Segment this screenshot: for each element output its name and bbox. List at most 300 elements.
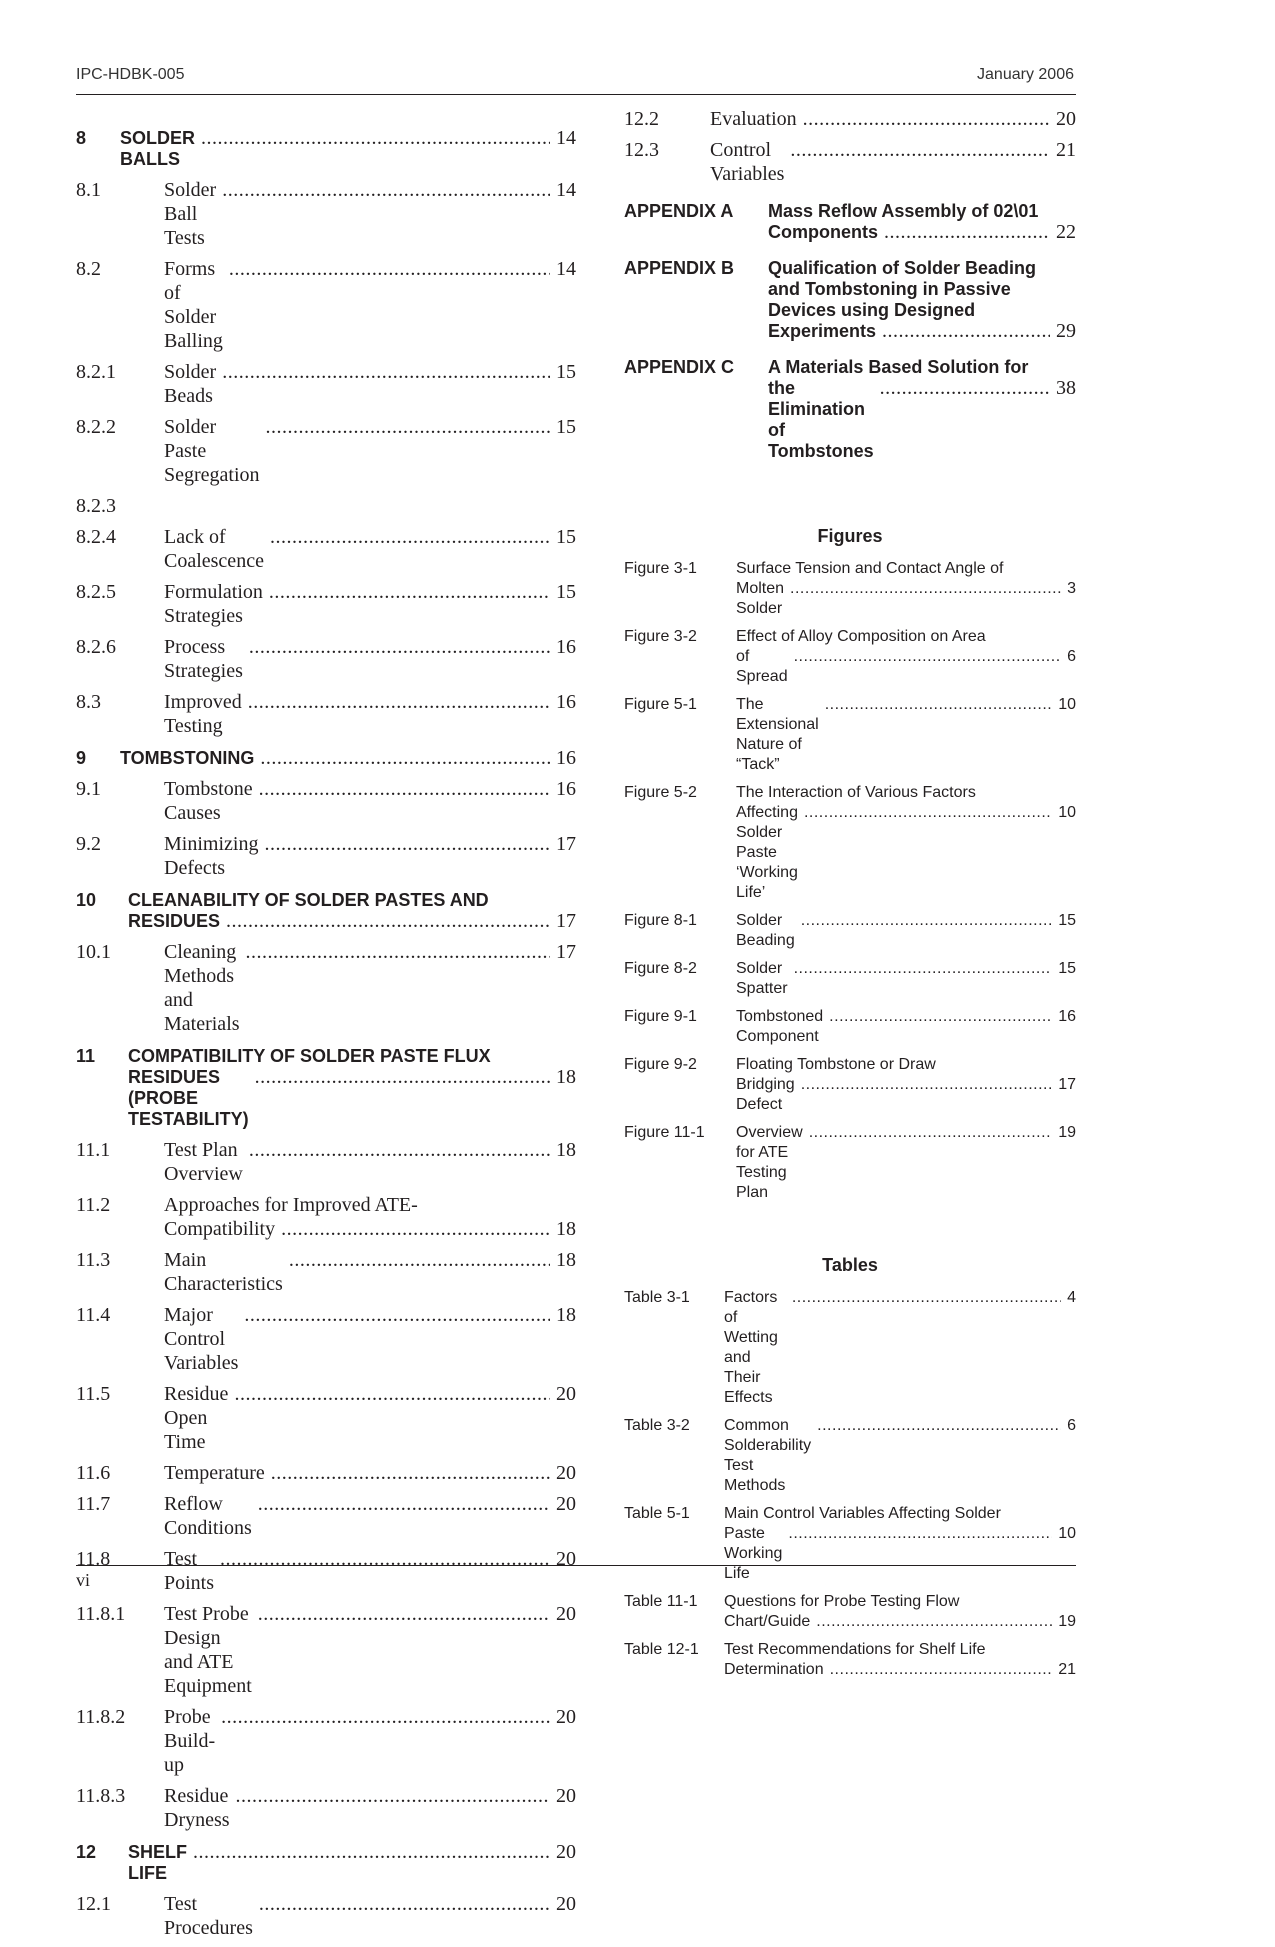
toc-subsection-title-text: Residue Dryness: [164, 1785, 230, 1831]
toc-subsection-title-text: Residue Open Time: [164, 1383, 229, 1453]
toc-subsection-number: 11.6: [76, 1462, 111, 1484]
toc-subsection-title-line: [164, 415, 576, 487]
toc-subsection-title-line: [710, 107, 1076, 131]
dot-leader: [249, 1138, 550, 1162]
figure-list-page-number: 19: [1058, 1124, 1076, 1141]
toc-subsection-title-block: [164, 178, 576, 250]
toc-subsection-page-number: 15: [556, 361, 576, 383]
toc-right-column: [624, 107, 1076, 1688]
toc-section-title-line: [120, 748, 576, 769]
toc-subsection-page-number: 20: [556, 1785, 576, 1807]
table-list-title-line: [724, 1416, 1076, 1496]
table-list: [624, 1288, 1076, 1680]
toc-subsection-title-line: [164, 1248, 576, 1296]
toc-appendix-title-block: [768, 357, 1076, 462]
toc-subsection-entry[interactable]: [76, 178, 576, 250]
toc-appendix-page-number: 38: [1056, 377, 1076, 399]
toc-appendix-title-line: [768, 357, 1076, 378]
figure-list-title-block: [736, 1123, 1076, 1203]
toc-section-title-line: [128, 890, 576, 911]
toc-subsection-title-text: Formulation Strategies: [164, 581, 263, 627]
toc-subsection-number: 8.2.2: [76, 416, 116, 438]
toc-subsection-title-text: Main Characteristics: [164, 1249, 283, 1295]
toc-subsection-page-number: 20: [556, 1548, 576, 1570]
toc-subsection-page-number: 20: [1056, 108, 1076, 130]
table-list-title-text: Factors of Wetting and Their Effects: [724, 1289, 778, 1406]
figure-list-number: Figure 3-1: [624, 560, 697, 577]
toc-subsection-entry[interactable]: [76, 777, 576, 825]
toc-subsection-entry[interactable]: [76, 360, 576, 408]
toc-appendix-title-text: Experiments: [768, 321, 877, 341]
figure-list-title-text: Floating Tombstone or Draw: [736, 1056, 936, 1073]
dot-leader: [255, 1067, 550, 1088]
toc-subsection-title-text: Probe Build-up: [164, 1706, 216, 1776]
toc-section-title-block: [128, 1842, 576, 1884]
dot-leader: [236, 1784, 550, 1808]
dot-leader: [804, 803, 1052, 823]
toc-subsection-entry[interactable]: [76, 690, 576, 738]
toc-section-number: 11: [76, 1046, 96, 1066]
dot-leader: [221, 1705, 550, 1729]
figure-list-page-number: 3: [1067, 580, 1076, 597]
figure-list-title-text: Overview for ATE Testing Plan: [736, 1124, 803, 1201]
dot-leader: [792, 1288, 1061, 1308]
toc-subsection-title-block: [710, 107, 1076, 131]
toc-subsection-number: 12.3: [624, 139, 659, 161]
toc-subsection-entry[interactable]: [76, 1784, 576, 1832]
toc-subsection-title-text: Tombstone Causes: [164, 778, 253, 824]
toc-subsection-title-line: [164, 1461, 576, 1485]
page-number: vi: [76, 1570, 91, 1590]
toc-subsection-title-block: [164, 1492, 576, 1540]
toc-section-title-text: TOMBSTONING: [120, 748, 255, 768]
toc-subsection-title-block: [164, 1784, 576, 1832]
table-list-title-text: Chart/Guide: [724, 1613, 811, 1630]
toc-section-title-text: RESIDUES (PROBE TESTABILITY): [128, 1067, 249, 1129]
dot-leader: [817, 1416, 1061, 1436]
table-list-title-block: [724, 1640, 1076, 1680]
figure-list-title-text: The Interaction of Various Factors: [736, 784, 976, 801]
toc-subsection-page-number: 20: [556, 1603, 576, 1625]
toc-appendix-entry[interactable]: [624, 357, 1076, 462]
toc-subsection-entry[interactable]: [76, 1461, 576, 1485]
toc-subsection-entry[interactable]: [76, 1892, 576, 1940]
toc-section-number: 9: [76, 748, 87, 768]
figure-list-title-line: [736, 1055, 1076, 1075]
toc-subsection-number: 8.2.3: [76, 495, 116, 517]
toc-subsection-number: 9.2: [76, 833, 101, 855]
figure-list-title-line: [736, 911, 1076, 951]
dot-leader: [266, 415, 550, 439]
table-list-entry[interactable]: [624, 1640, 1076, 1680]
figures-heading: Figures: [817, 526, 883, 546]
dot-leader: [794, 647, 1062, 667]
toc-appendix-title-text: Mass Reflow Assembly of 02\01: [768, 201, 1039, 221]
toc-subsection-entry[interactable]: [76, 494, 576, 518]
toc-subsection-entry[interactable]: [76, 1492, 576, 1540]
toc-subsection-title-line: [164, 1217, 576, 1241]
toc-subsection-title-line: [164, 1602, 576, 1698]
toc-subsection-title-block: [164, 360, 576, 408]
toc-subsection-number: 11.8.2: [76, 1706, 126, 1728]
dot-leader: [234, 1382, 550, 1406]
table-list-entry[interactable]: [624, 1592, 1076, 1632]
table-list-title-block: [724, 1592, 1076, 1632]
dot-leader: [259, 1892, 550, 1916]
toc-subsection-page-number: 15: [556, 416, 576, 438]
dot-leader: [882, 321, 1050, 342]
toc-subsection-number: 9.1: [76, 778, 101, 800]
toc-subsection-page-number: 16: [556, 691, 576, 713]
toc-subsection-title-block: [164, 1461, 576, 1485]
table-list-title-line: [724, 1288, 1076, 1408]
toc-subsection-number: 11.8.1: [76, 1603, 126, 1625]
figure-list-title-block: [736, 959, 1076, 999]
toc-subsection-title-block: [164, 940, 576, 1036]
toc-subsection-number: 8.2.5: [76, 581, 116, 603]
table-list-title-line: [724, 1504, 1076, 1524]
toc-subsection-number: 11.8: [76, 1548, 111, 1570]
toc-subsection-title-block: [164, 1193, 576, 1241]
figure-list-entry[interactable]: [624, 1007, 1076, 1047]
toc-subsection-title-line: [164, 1547, 576, 1595]
toc-subsection-entry[interactable]: [76, 1602, 576, 1698]
toc-appendix-title-text: Components: [768, 222, 878, 242]
figure-list-title-block: [736, 783, 1076, 903]
toc-subsection-entry[interactable]: [76, 832, 576, 880]
toc-subsection-number: 8.3: [76, 691, 101, 713]
table-list-title-block: [724, 1416, 1076, 1496]
toc-left-column: [76, 128, 576, 1947]
toc-subsection-number: 10.1: [76, 941, 111, 963]
toc-subsection-title-line: [710, 138, 1076, 186]
dot-leader: [801, 1075, 1053, 1095]
toc-section-title-block: [120, 128, 576, 170]
toc-subsection-title-text: Test Probe Design and ATE Equipment: [164, 1603, 252, 1697]
table-list-entry[interactable]: [624, 1416, 1076, 1496]
toc-subsection-page-number: 17: [556, 833, 576, 855]
dot-leader: [259, 777, 550, 801]
toc-subsection-title-text: Major Control Variables: [164, 1304, 239, 1374]
toc-appendix-entry[interactable]: [624, 258, 1076, 342]
toc-section-number: 10: [76, 890, 97, 910]
dot-leader: [226, 911, 550, 932]
figure-list-title-block: [736, 1055, 1076, 1115]
figure-list-entry[interactable]: [624, 695, 1076, 775]
toc-subsection-page-number: 15: [556, 581, 576, 603]
toc-appendix-title-line: [768, 378, 1076, 462]
figure-list-title-line: [736, 1075, 1076, 1115]
figure-list-title-line: [736, 647, 1076, 687]
toc-subsection-title-block: [164, 1602, 576, 1698]
dot-leader: [222, 178, 550, 202]
toc-subsection-title-line: [164, 690, 576, 738]
table-list-title-line: [724, 1592, 1076, 1612]
toc-subsection-title-line: [164, 1382, 576, 1454]
figure-list-number: Figure 8-2: [624, 960, 697, 977]
toc-appendix-title-text: Qualification of Solder Beading: [768, 258, 1037, 278]
toc-subsection-page-number: 14: [556, 179, 576, 201]
dot-leader: [222, 360, 550, 384]
dot-leader: [271, 1461, 550, 1485]
dot-leader: [803, 107, 1050, 131]
toc-appendix-title-line: [768, 279, 1076, 300]
table-list-entry[interactable]: [624, 1288, 1076, 1408]
figure-list-entry[interactable]: [624, 783, 1076, 903]
figure-list-number: Figure 9-1: [624, 1008, 697, 1025]
table-list-number: Table 3-1: [624, 1289, 690, 1306]
toc-subsection-page-number: 16: [556, 778, 576, 800]
dot-leader: [269, 580, 550, 604]
toc-subsection-title-text: Compatibility: [164, 1218, 276, 1240]
dot-leader: [884, 222, 1050, 243]
toc-subsection-entry[interactable]: [624, 138, 1076, 186]
figure-list-title-text: Affecting Solder Paste ‘Working Life’: [736, 804, 798, 901]
toc-subsection-title-text: Solder Paste Segregation: [164, 416, 260, 486]
toc-subsection-title-block: [164, 1892, 576, 1940]
toc-appendix-title-line: [768, 258, 1076, 279]
toc-subsection-page-number: 18: [556, 1218, 576, 1240]
toc-section-page-number: 14: [556, 127, 576, 149]
figure-list-entry[interactable]: [624, 627, 1076, 687]
toc-section-entry[interactable]: [76, 1842, 576, 1884]
figure-list-title-text: of Spread: [736, 648, 788, 685]
toc-subsection-number: 8.2.4: [76, 526, 116, 548]
figure-list-entry[interactable]: [624, 559, 1076, 619]
table-list-page-number: 6: [1067, 1417, 1076, 1434]
toc-section-title-text: COMPATIBILITY OF SOLDER PASTE FLUX: [128, 1046, 491, 1066]
toc-section-title-line: [128, 1842, 576, 1884]
dot-leader: [229, 257, 550, 281]
toc-section-number: 8: [76, 128, 87, 148]
table-list-page-number: 10: [1058, 1525, 1076, 1542]
figure-list-number: Figure 5-2: [624, 784, 697, 801]
toc-subsection-title-line: [164, 1492, 576, 1540]
table-list-title-line: [724, 1640, 1076, 1660]
figure-list-title-text: Surface Tension and Contact Angle of: [736, 560, 1004, 577]
dot-leader: [248, 690, 550, 714]
dot-leader: [281, 1217, 550, 1241]
table-list-title-block: [724, 1504, 1076, 1584]
figure-list-entry[interactable]: [624, 959, 1076, 999]
toc-subsection-title-text: Control Variables: [710, 139, 785, 185]
toc-subsection-title-text: Lack of Coalescence: [164, 526, 264, 572]
toc-subsection-entry[interactable]: [76, 1547, 576, 1595]
figure-list-page-number: 10: [1058, 696, 1076, 713]
toc-subsection-number: 11.7: [76, 1493, 111, 1515]
toc-subsection-title-line: [164, 580, 576, 628]
toc-subsection-page-number: 20: [556, 1893, 576, 1915]
toc-subsection-title-line: [164, 635, 576, 683]
toc-subsection-entry[interactable]: [76, 580, 576, 628]
dot-leader: [220, 1547, 550, 1571]
toc-section-title-block: [128, 890, 576, 932]
toc-subsection-title-line: [164, 178, 576, 250]
figure-list-number: Figure 5-1: [624, 696, 697, 713]
dot-leader: [258, 1602, 550, 1626]
toc-subsection-title-text: Evaluation: [710, 108, 797, 130]
figure-list-title-line: [736, 579, 1076, 619]
toc-appendix-page-number: 29: [1056, 320, 1076, 342]
figure-list-title-text: Bridging Defect: [736, 1076, 795, 1113]
toc-subsection-entry[interactable]: [76, 1193, 576, 1241]
toc-appendix-title-line: [768, 321, 1076, 342]
table-list-title-text: Test Recommendations for Shelf Life: [724, 1641, 986, 1658]
dot-leader: [790, 138, 1050, 162]
toc-section-title-text: RESIDUES: [128, 911, 221, 931]
dot-leader: [830, 1660, 1053, 1680]
toc-section-number: 12: [76, 1842, 97, 1862]
toc-subsection-title-block: [164, 635, 576, 683]
dot-leader: [809, 1123, 1053, 1143]
tables-heading: Tables: [822, 1255, 878, 1275]
toc-subsection-number: 12.2: [624, 108, 659, 130]
toc-subsection-title-line: [164, 940, 576, 1036]
toc-subsection-page-number: 18: [556, 1304, 576, 1326]
dot-leader: [816, 1612, 1052, 1632]
dot-leader: [264, 832, 550, 856]
figure-list-title-text: Tombstoned Component: [736, 1008, 824, 1045]
toc-subsection-entry[interactable]: [76, 1303, 576, 1375]
figure-list-entry[interactable]: [624, 1055, 1076, 1115]
table-list-title-text: Paste Working Life: [724, 1525, 783, 1582]
dot-leader: [829, 1007, 1052, 1027]
table-list-title-text: Determination: [724, 1661, 824, 1678]
figure-list-title-block: [736, 559, 1076, 619]
dot-leader: [246, 940, 550, 964]
figure-list-page-number: 10: [1058, 804, 1076, 821]
toc-subsection-entry[interactable]: [76, 1248, 576, 1296]
toc-subsection-entry[interactable]: [76, 415, 576, 487]
toc-subsection-page-number: 21: [1056, 139, 1076, 161]
toc-appendix-entry[interactable]: [624, 201, 1076, 243]
figure-list-page-number: 16: [1058, 1008, 1076, 1025]
toc-subsection-entry[interactable]: [76, 525, 576, 573]
figure-list-entry[interactable]: [624, 1123, 1076, 1203]
toc-section-title-text: SOLDER BALLS: [120, 128, 196, 169]
toc-subsection-entry[interactable]: [76, 940, 576, 1036]
toc-subsection-entry[interactable]: [76, 635, 576, 683]
toc-appendix-title-line: [768, 222, 1076, 243]
toc-subsection-number: 11.1: [76, 1139, 111, 1161]
table-list-page-number: 21: [1058, 1661, 1076, 1678]
figure-list-title-line: [736, 559, 1076, 579]
figure-list-title-block: [736, 695, 1076, 775]
table-list-title-line: [724, 1524, 1076, 1584]
toc-section-entry[interactable]: [76, 890, 576, 932]
toc-subsection-title-text: Approaches for Improved ATE-: [164, 1194, 418, 1216]
toc-section-title-text: SHELF LIFE: [128, 1842, 188, 1883]
toc-subsection-page-number: 20: [556, 1493, 576, 1515]
toc-subsection-title-text: Test Points: [164, 1548, 215, 1594]
toc-subsection-title-block: [164, 1705, 576, 1777]
toc-subsection-title-block: [164, 1248, 576, 1296]
figure-list-title-block: [736, 1007, 1076, 1047]
toc-appendix-title-text: the Elimination of Tombstones: [768, 378, 874, 461]
dot-leader: [788, 1524, 1052, 1544]
toc-subsection-page-number: 18: [556, 1249, 576, 1271]
dot-leader: [244, 1303, 550, 1327]
toc-continued-entries: [624, 107, 1076, 186]
toc-subsection-page-number: 18: [556, 1139, 576, 1161]
toc-section-entry[interactable]: [76, 748, 576, 769]
toc-subsection-entry[interactable]: [76, 1382, 576, 1454]
table-list-title-line: [724, 1660, 1076, 1680]
toc-subsection-number: 8.2.1: [76, 361, 116, 383]
table-list-entry[interactable]: [624, 1504, 1076, 1584]
dot-leader: [801, 911, 1052, 931]
toc-subsection-page-number: 16: [556, 636, 576, 658]
figure-list-number: Figure 3-2: [624, 628, 697, 645]
figure-list-page-number: 15: [1058, 912, 1076, 929]
toc-section-title-block: [128, 1046, 576, 1130]
figure-list-number: Figure 11-1: [624, 1124, 705, 1141]
dot-leader: [289, 1248, 550, 1272]
toc-subsection-number: 11.3: [76, 1249, 111, 1271]
toc-section-title-line: [128, 1046, 576, 1067]
toc-subsection-page-number: 20: [556, 1706, 576, 1728]
table-list-page-number: 4: [1067, 1289, 1076, 1306]
toc-subsection-title-block: [164, 580, 576, 628]
figure-list-title-text: The Extensional Nature of “Tack”: [736, 696, 819, 773]
toc-subsection-number: 8.2: [76, 258, 101, 280]
toc-subsection-entry[interactable]: [76, 1705, 576, 1777]
toc-subsection-entry[interactable]: [76, 1138, 576, 1186]
toc-subsection-number: 11.8.3: [76, 1785, 126, 1807]
dot-leader: [825, 695, 1052, 715]
toc-subsection-number: 8.2.6: [76, 636, 116, 658]
toc-section-title-block: [120, 748, 576, 769]
figure-list-title-text: Effect of Alloy Composition on Area: [736, 628, 986, 645]
figure-list-page-number: 6: [1067, 648, 1076, 665]
figure-list-title-line: [736, 959, 1076, 999]
dot-leader: [201, 128, 550, 149]
figure-list-page-number: 17: [1058, 1076, 1076, 1093]
toc-subsection-title-line: [164, 1193, 576, 1217]
dot-leader: [794, 959, 1053, 979]
toc-appendix-number: APPENDIX A: [624, 201, 734, 221]
figure-list-title-line: [736, 803, 1076, 903]
toc-appendix-title-line: [768, 201, 1076, 222]
toc-subsection-title-line: [164, 1892, 576, 1940]
figure-list-entry[interactable]: [624, 911, 1076, 951]
table-list-title-line: [724, 1612, 1076, 1632]
table-list-title-text: Main Control Variables Affecting Solder: [724, 1505, 1001, 1522]
figure-list-title-text: Molten Solder: [736, 580, 785, 617]
dot-leader: [193, 1842, 550, 1863]
toc-section-entry[interactable]: [76, 1046, 576, 1130]
figure-list-title-line: [736, 695, 1076, 775]
toc-section-title-line: [120, 128, 576, 170]
toc-subsection-title-block: [164, 415, 576, 487]
toc-subsection-title-line: [164, 257, 576, 353]
dot-leader: [258, 1492, 550, 1516]
toc-subsection-title-text: Solder Ball Tests: [164, 179, 217, 249]
dot-leader: [249, 635, 550, 659]
toc-subsection-title-block: [164, 525, 576, 573]
toc-subsection-title-text: Improved Testing: [164, 691, 242, 737]
toc-section-entry[interactable]: [76, 128, 576, 170]
toc-subsection-title-block: [164, 832, 576, 880]
toc-subsection-page-number: 20: [556, 1462, 576, 1484]
toc-subsection-entry[interactable]: [76, 257, 576, 353]
table-list-title-text: Questions for Probe Testing Flow: [724, 1593, 960, 1610]
toc-subsection-title-text: Reflow Conditions: [164, 1493, 252, 1539]
toc-subsection-title-line: [164, 832, 576, 880]
toc-subsection-entry[interactable]: [624, 107, 1076, 131]
figure-list-number: Figure 9-2: [624, 1056, 697, 1073]
toc-subsection-title-block: [164, 690, 576, 738]
